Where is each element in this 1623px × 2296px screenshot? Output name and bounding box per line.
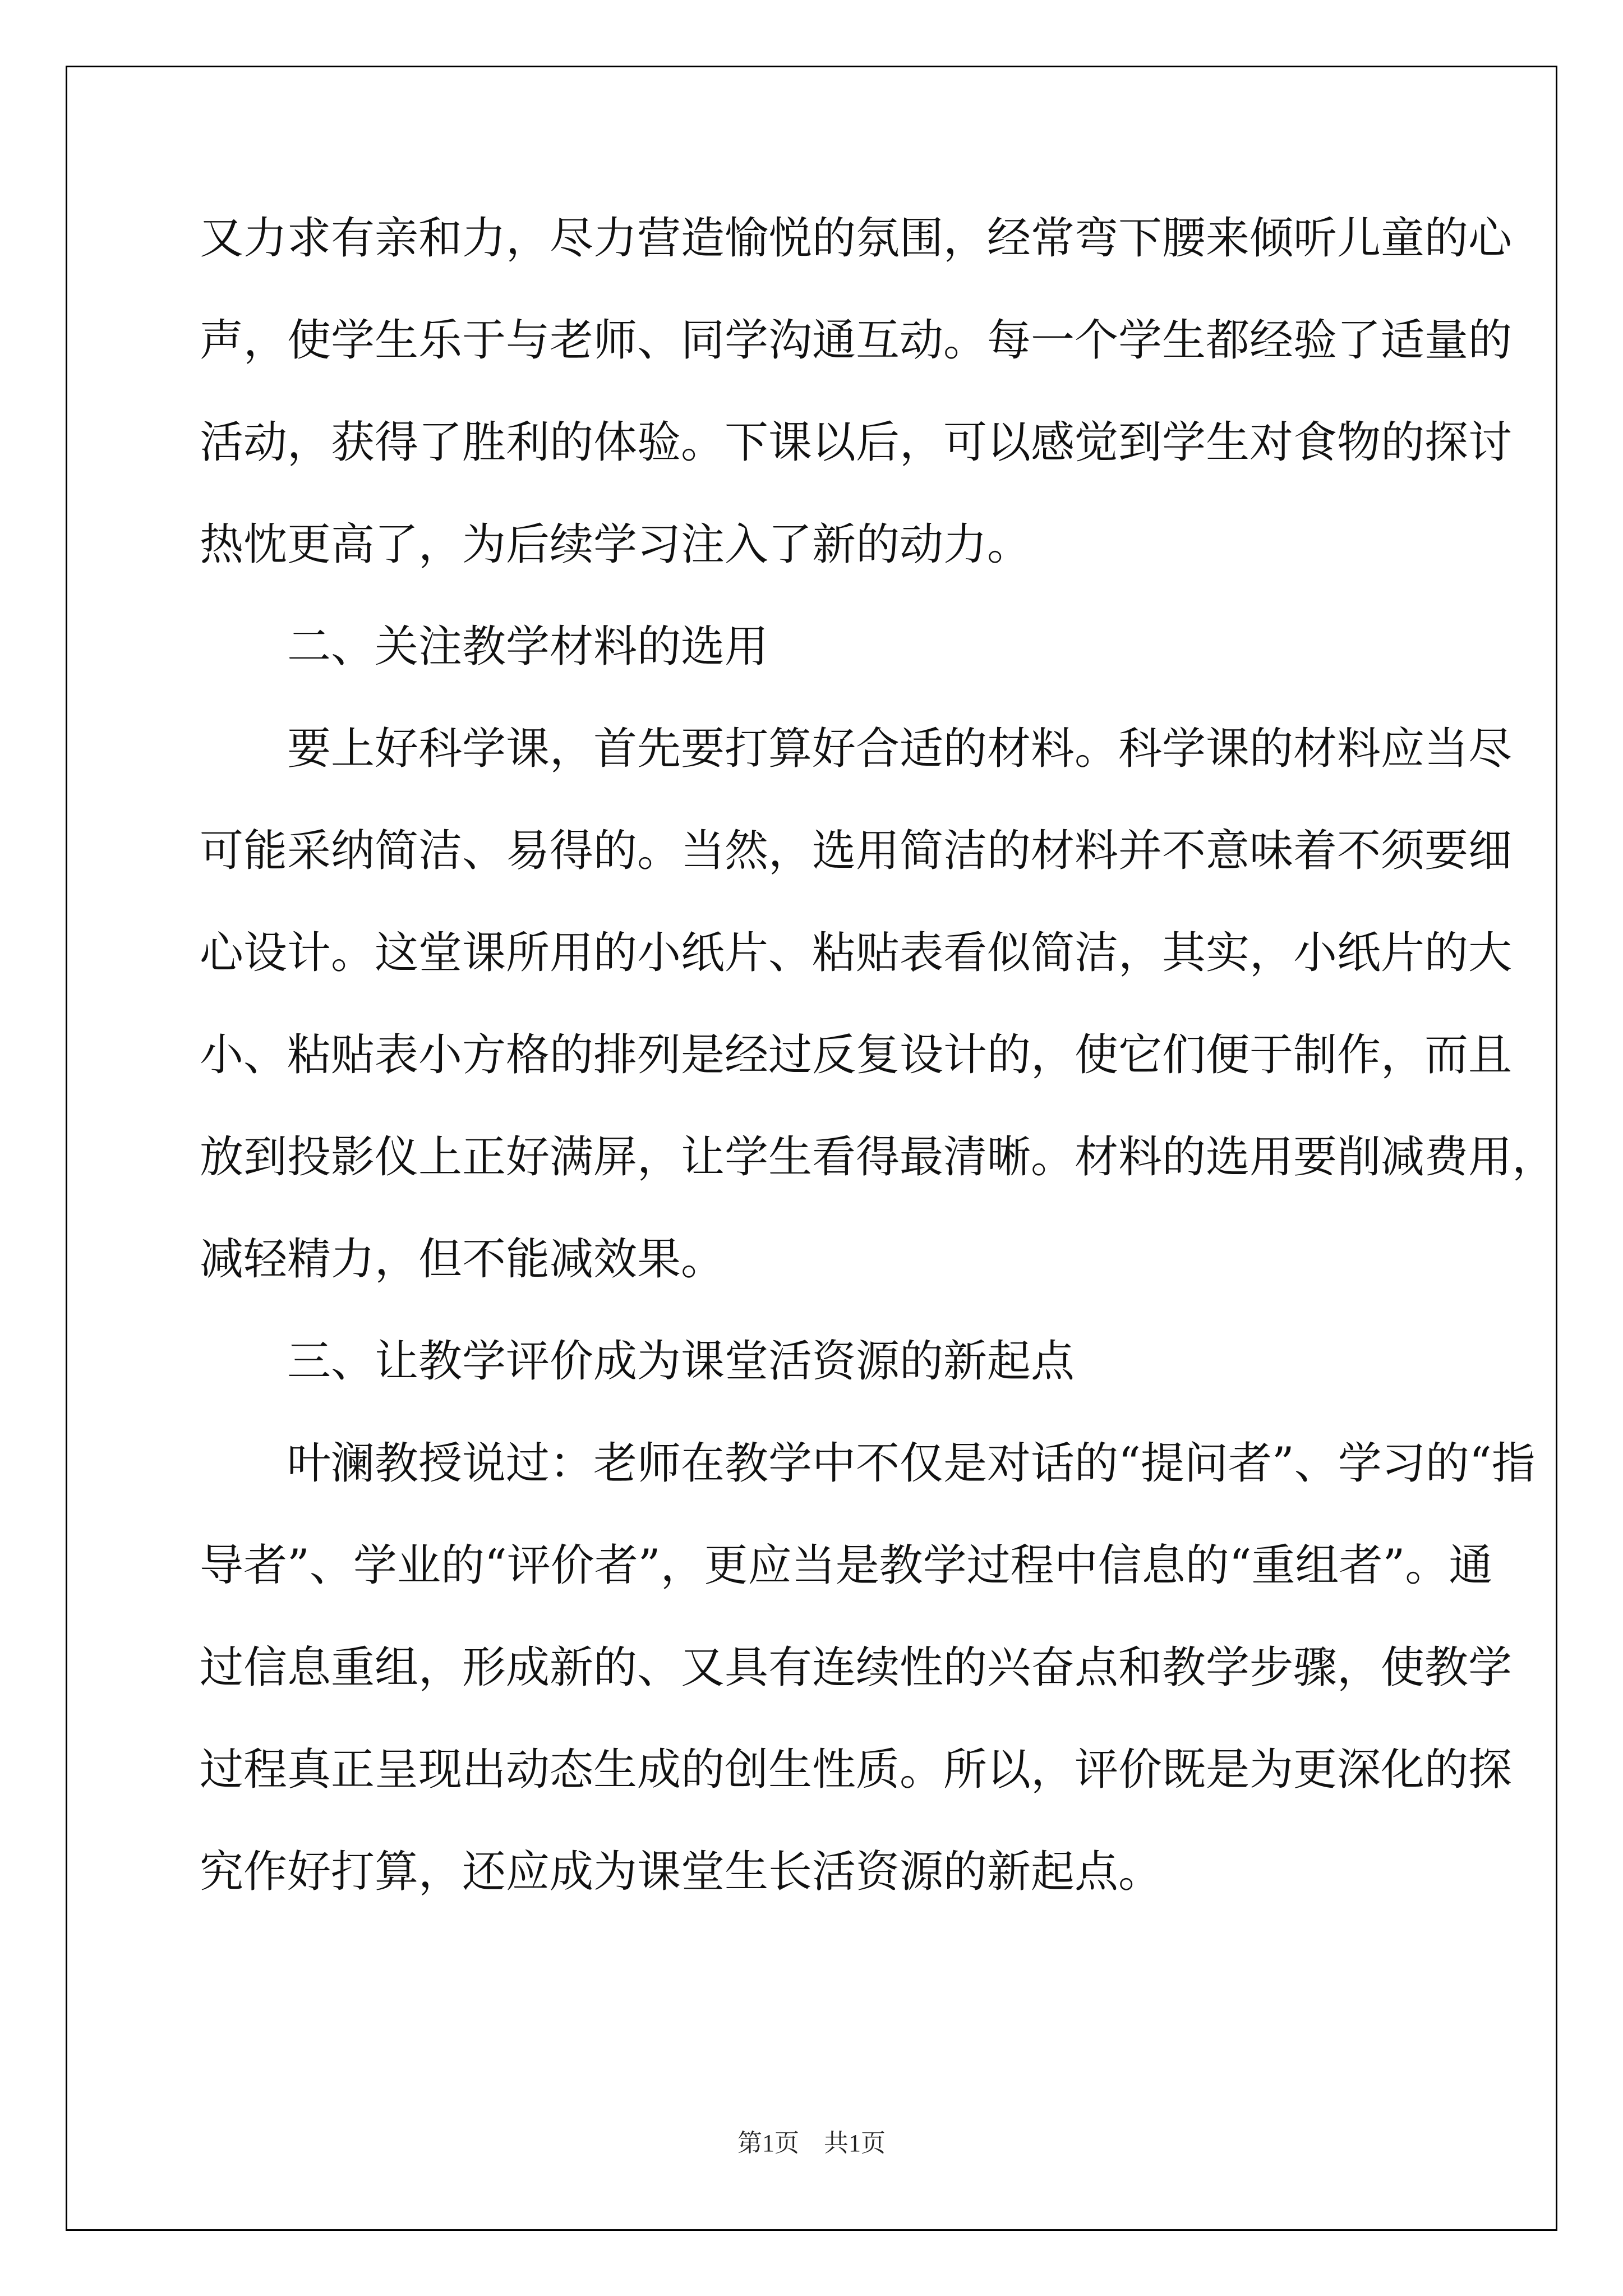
paragraph-line: 要上好科学课，首先要打算好合适的材料。科学课的材料应当尽 [287,724,1513,774]
paragraph-line: 过信息重组，形成新的、又具有连续性的兴奋点和教学步骤，使教学 [200,1642,1513,1693]
paragraph-line: 导者”、学业的“评价者”，更应当是教学过程中信息的“重组者”。通 [200,1540,1493,1591]
paragraph-line: 心设计。这堂课所用的小纸片、粘贴表看似简洁，其实，小纸片的大 [200,928,1513,978]
paragraph-line: 叶澜教授说过：老师在教学中不仅是对话的“提问者”、学习的“指 [287,1438,1536,1489]
paragraph-line: 放到投影仪上正好满屏，让学生看得最清晰。材料的选用要削减费用， [200,1132,1556,1182]
paragraph-line: 可能采纳简洁、易得的。当然，选用简洁的材料并不意味着不须要细 [200,826,1513,876]
document-body [200,213,1556,1952]
section-heading: 二、关注教学材料的选用 [287,622,769,672]
section-heading: 三、让教学评价成为课堂活资源的新起点 [287,1336,1075,1387]
paragraph-line: 又力求有亲和力，尽力营造愉悦的氛围，经常弯下腰来倾听儿童的心 [200,213,1513,264]
paragraph-line: 热忱更高了，为后续学习注入了新的动力。 [200,519,1031,570]
paragraph-line: 活动，获得了胜利的体验。下课以后，可以感觉到学生对食物的探讨 [200,417,1513,468]
paragraph-line: 减轻精力，但不能减效果。 [200,1234,725,1285]
paragraph-line: 过程真正呈现出动态生成的创生性质。所以，评价既是为更深化的探 [200,1745,1513,1795]
paragraph-line: 究作好打算，还应成为课堂生长活资源的新起点。 [200,1847,1163,1897]
paragraph-line: 小、粘贴表小方格的排列是经过反复设计的，使它们便于制作，而且 [200,1030,1513,1080]
page-footer: 第1页 共1页 [737,2129,886,2157]
paragraph-line: 声，使学生乐于与老师、同学沟通互动。每一个学生都经验了适量的 [200,315,1513,366]
